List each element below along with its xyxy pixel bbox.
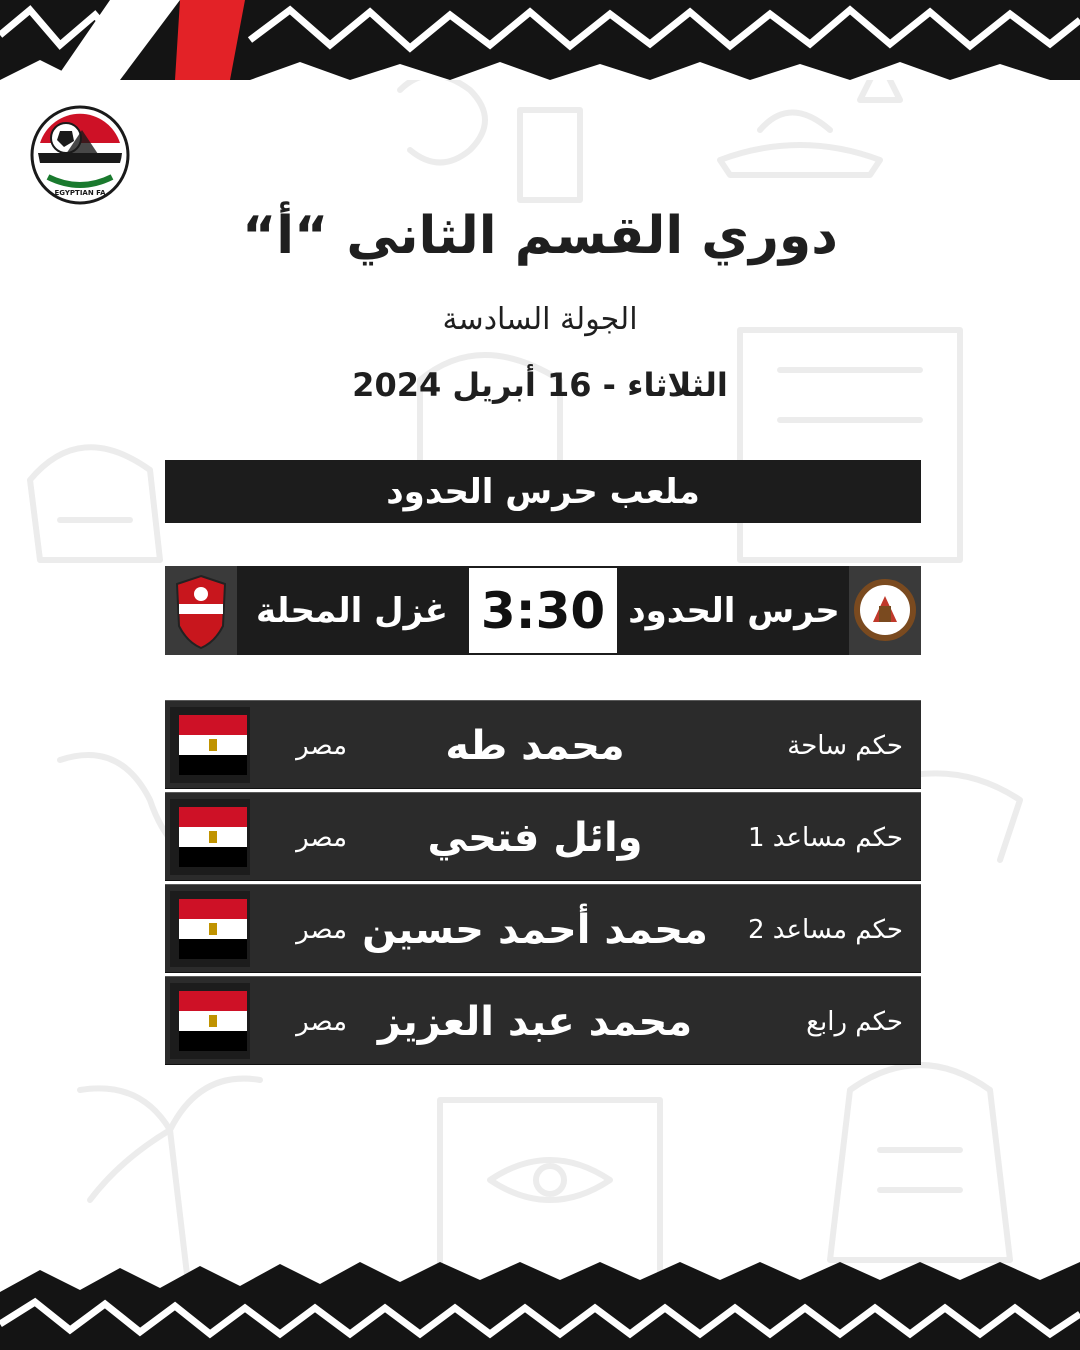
home-team-name-box <box>619 566 849 655</box>
match-time: 3:30 <box>480 581 606 640</box>
egypt-flag-icon <box>179 991 247 1051</box>
referee-role: حكم ساحة <box>787 730 903 761</box>
referee-name: محمد عبد العزيز <box>377 998 693 1045</box>
home-team-logo-box <box>849 566 921 655</box>
referee-role: حكم رابع <box>806 1006 903 1037</box>
referee-country: مصر <box>296 730 347 761</box>
referee-row <box>165 976 921 1065</box>
egyptian-fa-logo-icon <box>30 105 130 205</box>
referee-country: مصر <box>296 1006 347 1037</box>
page-title: دوري القسم الثاني “أ“ <box>242 206 838 266</box>
ghazl-el-mahalla-crest-icon <box>165 566 237 655</box>
referee-role: حكم مساعد 1 <box>747 822 903 853</box>
border-guard-crest-icon <box>849 566 921 655</box>
flag-box <box>170 707 250 783</box>
egypt-flag-icon <box>179 899 247 959</box>
egypt-flag-icon <box>179 715 247 775</box>
egypt-flag-icon <box>179 807 247 867</box>
top-zigzag-band <box>0 0 1080 80</box>
referee-country: مصر <box>296 822 347 853</box>
stadium-name: ملعب حرس الحدود <box>386 471 700 512</box>
referee-role: حكم مساعد 2 <box>747 914 903 945</box>
flag-box <box>170 891 250 967</box>
svg-text:EGYPTIAN FA: EGYPTIAN FA <box>54 189 106 197</box>
match-row <box>165 566 921 655</box>
referee-name: محمد أحمد حسين <box>362 906 708 953</box>
match-date: الثلاثاء - 16 أبريل 2024 <box>352 366 728 404</box>
match-time-box <box>467 566 619 655</box>
referee-row <box>165 884 921 973</box>
away-team-name-box <box>237 566 467 655</box>
home-team-name: حرس الحدود <box>628 590 840 631</box>
referee-country: مصر <box>296 914 347 945</box>
round-label: الجولة السادسة <box>442 302 638 337</box>
bottom-zigzag-band <box>0 1262 1080 1350</box>
away-team-name: غزل المحلة <box>256 590 448 631</box>
flag-box <box>170 983 250 1059</box>
flag-box <box>170 799 250 875</box>
referee-name: محمد طه <box>445 722 625 769</box>
stadium-bar <box>165 460 921 523</box>
referee-row <box>165 792 921 881</box>
away-team-logo-box <box>165 566 237 655</box>
referee-name: وائل فتحي <box>427 814 643 861</box>
referee-row <box>165 700 921 789</box>
